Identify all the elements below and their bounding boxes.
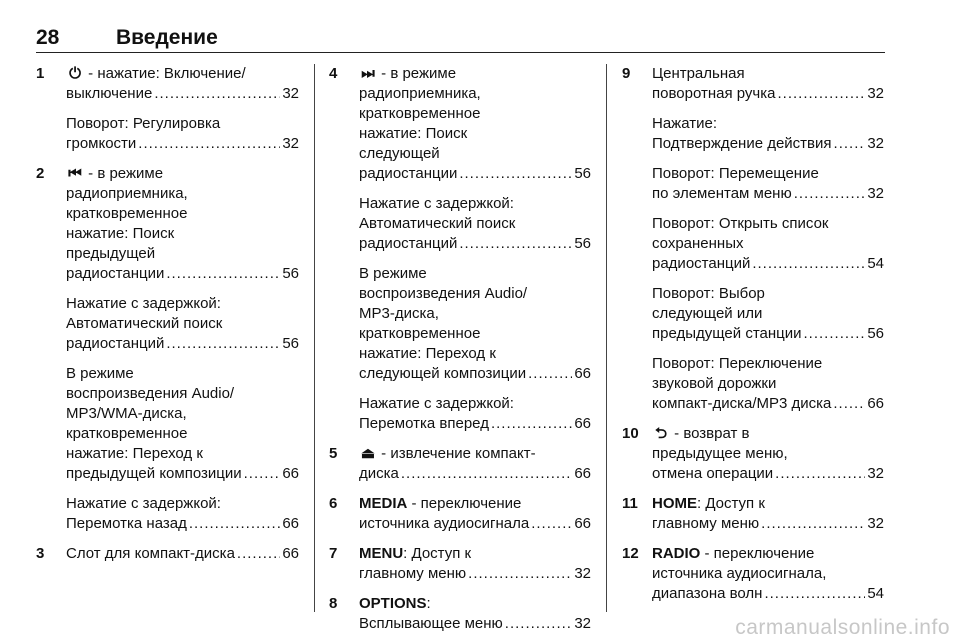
item-text: Поворот: Выбор bbox=[652, 285, 765, 302]
page-number: 28 bbox=[36, 26, 60, 49]
page-ref[interactable]: 56 bbox=[282, 335, 299, 352]
item-number: 5 bbox=[329, 445, 338, 462]
item-text: : bbox=[426, 595, 431, 612]
item-text: Перемотка назад bbox=[66, 515, 187, 532]
item-text: Поворот: Регулировка bbox=[66, 115, 221, 132]
item-2 bbox=[36, 164, 299, 534]
item-text: нажатие: Переход к bbox=[66, 445, 203, 462]
item-text: радиостанций bbox=[66, 335, 165, 352]
item-text: Поворот: Открыть список bbox=[652, 215, 829, 232]
power-icon: ⏻ bbox=[69, 65, 81, 82]
item-text: Нажатие с задержкой: bbox=[359, 395, 514, 412]
item-text: нажатие: Переход к bbox=[359, 345, 496, 362]
item-text: радиостанций bbox=[359, 235, 458, 252]
item-text: по элементам меню bbox=[652, 185, 792, 202]
item-text: отмена операции bbox=[652, 465, 774, 482]
item-number: 9 bbox=[622, 65, 631, 82]
item-text: Нажатие с задержкой: bbox=[66, 295, 221, 312]
item-text: Центральная bbox=[652, 65, 745, 82]
page-ref[interactable]: 66 bbox=[574, 415, 591, 432]
item-text: Автоматический поиск bbox=[359, 215, 516, 232]
item-text: радиоприемника, bbox=[359, 85, 481, 102]
page-ref[interactable]: 66 bbox=[282, 515, 299, 532]
item-text: предыдущей bbox=[66, 245, 156, 262]
column-2 bbox=[329, 64, 591, 644]
item-text: Поворот: Переключение bbox=[652, 355, 823, 372]
item-text: - извлечение компакт- bbox=[377, 445, 536, 462]
item-text: - переключение bbox=[700, 545, 815, 562]
page-ref[interactable]: 32 bbox=[867, 185, 884, 202]
item-text: предыдущей композиции bbox=[66, 465, 242, 482]
page-ref[interactable]: 66 bbox=[574, 515, 591, 532]
item-text: предыдущее меню, bbox=[652, 445, 788, 462]
item-number: 1 bbox=[36, 65, 45, 82]
item-text: диска bbox=[359, 465, 399, 482]
page-ref[interactable]: 56 bbox=[867, 325, 884, 342]
button-label: MEDIA bbox=[359, 495, 408, 512]
item-text: MP3-диска, bbox=[359, 305, 439, 322]
item-10 bbox=[622, 424, 884, 484]
item-text: кратковременное bbox=[66, 425, 188, 442]
watermark: carmanualsonline.info bbox=[735, 616, 950, 639]
item-text: Подтверждение действия bbox=[652, 135, 832, 152]
page-ref[interactable]: 32 bbox=[867, 465, 884, 482]
item-text: громкости bbox=[66, 135, 137, 152]
item-9 bbox=[622, 64, 884, 414]
item-text: - нажатие: Включение/ bbox=[84, 65, 246, 82]
item-text: следующей bbox=[359, 145, 440, 162]
item-12 bbox=[622, 544, 884, 604]
page-ref[interactable]: 56 bbox=[574, 165, 591, 182]
item-number: 4 bbox=[329, 65, 338, 82]
page-ref[interactable]: 66 bbox=[282, 465, 299, 482]
eject-icon: ⏏ bbox=[360, 445, 376, 462]
item-number: 12 bbox=[622, 545, 639, 562]
skip-previous-icon: ⏮ bbox=[68, 165, 82, 182]
item-number: 2 bbox=[36, 165, 45, 182]
button-label: OPTIONS bbox=[359, 595, 427, 612]
button-label: HOME bbox=[652, 495, 697, 512]
item-text: поворотная ручка bbox=[652, 85, 776, 102]
column-separator bbox=[314, 64, 315, 612]
page-ref[interactable]: 32 bbox=[867, 515, 884, 532]
item-text: следующей композиции bbox=[359, 365, 527, 382]
item-text: : Доступ к bbox=[403, 545, 472, 562]
item-text: источника аудиосигнала, bbox=[652, 565, 827, 582]
item-text: Нажатие: bbox=[652, 115, 717, 132]
page-ref[interactable]: 32 bbox=[867, 85, 884, 102]
page-ref[interactable]: 66 bbox=[867, 395, 884, 412]
column-1 bbox=[36, 64, 299, 574]
item-text: нажатие: Поиск bbox=[359, 125, 468, 142]
item-number: 3 bbox=[36, 545, 45, 562]
item-text: диапазона волн bbox=[652, 585, 763, 602]
page-ref[interactable]: 32 bbox=[282, 85, 299, 102]
item-text: радиостанции bbox=[66, 265, 165, 282]
item-number: 11 bbox=[622, 495, 638, 512]
item-5 bbox=[329, 444, 591, 484]
item-text: главному меню bbox=[359, 565, 467, 582]
button-label: MENU bbox=[359, 545, 404, 562]
column-3 bbox=[622, 64, 884, 614]
item-4 bbox=[329, 64, 591, 434]
item-text: : Доступ к bbox=[697, 495, 765, 512]
item-text: следующей или bbox=[652, 305, 763, 322]
page-ref[interactable]: 32 bbox=[867, 135, 884, 152]
skip-next-icon: ⏭ bbox=[361, 65, 375, 82]
item-text: Автоматический поиск bbox=[66, 315, 223, 332]
item-text: источника аудиосигнала bbox=[359, 515, 530, 532]
item-text: главному меню bbox=[652, 515, 760, 532]
item-text: воспроизведения Audio/ bbox=[66, 385, 235, 402]
item-1 bbox=[36, 64, 299, 154]
page-ref[interactable]: 56 bbox=[282, 265, 299, 282]
item-text: компакт-диска/MP3 диска bbox=[652, 395, 832, 412]
item-text: выключение bbox=[66, 85, 153, 102]
header-rule bbox=[36, 52, 885, 53]
item-number: 7 bbox=[329, 545, 338, 562]
page-ref[interactable]: 66 bbox=[574, 465, 591, 482]
item-text: Поворот: Перемещение bbox=[652, 165, 819, 182]
page-ref[interactable]: 56 bbox=[574, 235, 591, 252]
page-header bbox=[36, 26, 885, 52]
item-3 bbox=[36, 544, 299, 564]
item-text: Нажатие с задержкой: bbox=[66, 495, 221, 512]
page-ref[interactable]: 54 bbox=[867, 585, 884, 602]
item-text: Слот для компакт-диска bbox=[66, 545, 235, 562]
item-number: 10 bbox=[622, 425, 639, 442]
item-text: воспроизведения Audio/ bbox=[359, 285, 528, 302]
column-separator bbox=[606, 64, 607, 612]
button-label: RADIO bbox=[652, 545, 701, 562]
item-text: Всплывающее меню bbox=[359, 615, 503, 632]
item-text: звуковой дорожки bbox=[652, 375, 777, 392]
item-text: предыдущей станции bbox=[652, 325, 802, 342]
item-text: сохраненных bbox=[652, 235, 744, 252]
page-ref[interactable]: 32 bbox=[574, 565, 591, 582]
item-11 bbox=[622, 494, 884, 534]
page-ref[interactable]: 32 bbox=[282, 135, 299, 152]
item-number: 6 bbox=[329, 495, 338, 512]
item-text: - переключение bbox=[407, 495, 522, 512]
item-7 bbox=[329, 544, 591, 584]
item-text: - в режиме bbox=[84, 165, 164, 182]
page-ref[interactable]: 66 bbox=[574, 365, 591, 382]
page-ref[interactable]: 54 bbox=[867, 255, 884, 272]
item-text: - возврат в bbox=[670, 425, 750, 442]
page-ref[interactable]: 32 bbox=[574, 615, 591, 632]
item-text: радиостанций bbox=[652, 255, 751, 272]
item-text: В режиме bbox=[359, 265, 427, 282]
item-text: - в режиме bbox=[377, 65, 457, 82]
item-text: Нажатие с задержкой: bbox=[359, 195, 514, 212]
back-arrow-icon: ⮌ bbox=[654, 425, 667, 442]
item-text: Перемотка вперед bbox=[359, 415, 489, 432]
item-text: MP3/WMA-диска, bbox=[66, 405, 187, 422]
item-text: нажатие: Поиск bbox=[66, 225, 175, 242]
item-text: кратковременное bbox=[359, 105, 481, 122]
page-ref[interactable]: 66 bbox=[282, 545, 299, 562]
item-text: кратковременное bbox=[66, 205, 188, 222]
item-text: радиостанции bbox=[359, 165, 458, 182]
item-8 bbox=[329, 594, 591, 634]
item-number: 8 bbox=[329, 595, 338, 612]
item-text: кратковременное bbox=[359, 325, 481, 342]
item-6 bbox=[329, 494, 591, 534]
item-text: радиоприемника, bbox=[66, 185, 188, 202]
item-text: В режиме bbox=[66, 365, 134, 382]
page-title: Введение bbox=[116, 26, 218, 49]
